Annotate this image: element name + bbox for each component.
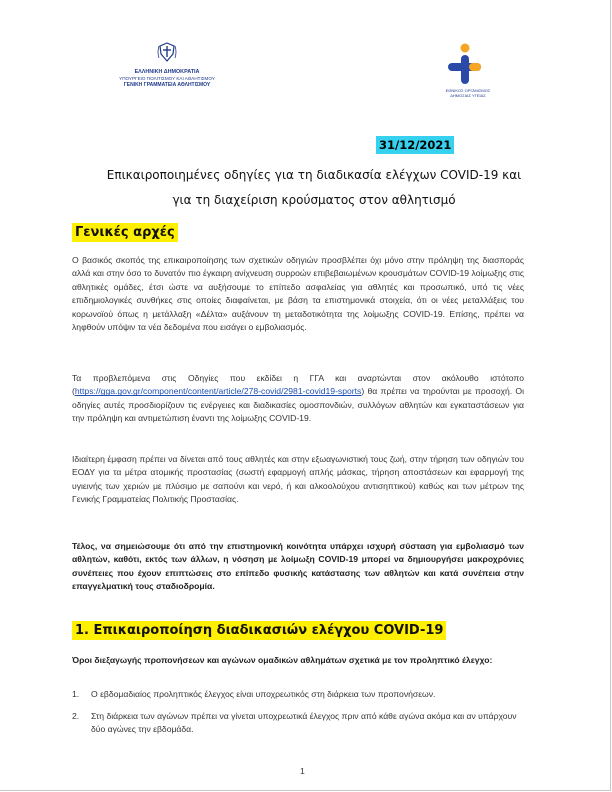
ministry-logo-line2: ΥΠΟΥΡΓΕΙΟ ΠΟΛΙΤΙΣΜΟΥ ΚΑΙ ΑΘΛΗΤΙΣΜΟΥ xyxy=(119,76,215,81)
paragraph-guidelines xyxy=(72,372,524,426)
list-item-number: 2. xyxy=(72,711,80,721)
list-item xyxy=(72,688,524,701)
paragraph-guidelines-text-after: ) θα πρέπει να τηρούνται με προσοχή. Οι οδηγίες αυτές προσδιορίζουν τις ενέργειες και διαδικασίες ομοσπονδιών, συλλόγων αθλητών και εγκαταστάσεων για την πρόληψη και αντιμετώπιση έναντι της λοίμωξης COVID-19. xyxy=(72,386,524,424)
ministry-logo-line1: ΕΛΛΗΝΙΚΗ ΔΗΜΟΚΡΑΤΙΑ xyxy=(134,69,200,75)
eody-logo-line1: ΕΘΝΙΚΟΣ ΟΡΓΑΝΙΣΜΟΣ xyxy=(445,88,491,93)
list-item-number: 1. xyxy=(72,689,80,699)
document-date: 31/12/2021 xyxy=(376,136,454,154)
heading-general-principles: Γενικές αρχές xyxy=(72,223,178,242)
list-item-text: Στη διάρκεια των αγώνων πρέπει να γίνεται υποχρεωτικά έλεγχος πριν από κάθε αγώνα ακόμα και αν υπάρχουν δύο αγώνες την εβδομάδα. xyxy=(91,711,517,735)
guidelines-link[interactable]: https://gga.gov.gr/component/content/article/278-covid/2981-covid19-sports xyxy=(74,386,362,397)
eody-logo-icon xyxy=(445,42,491,86)
ministry-logo-line3: ΓΕΝΙΚΗ ΓΡΑΜΜΑΤΕΙΑ ΑΘΛΗΤΙΣΜΟΥ xyxy=(123,82,211,88)
eody-logo-line2: ΔΗΜΟΣΙΑΣ ΥΓΕΙΑΣ xyxy=(450,93,486,98)
page-number: 1 xyxy=(300,766,305,776)
document-title xyxy=(70,163,558,213)
title-line-2: για τη διαχείριση κρούσματος στον αθλητισμό xyxy=(172,193,456,207)
greek-emblem-icon xyxy=(156,42,178,62)
paragraph-purpose: Ο βασικός σκοπός της επικαιροποίησης των σχετικών οδηγιών προσβλέπει όχι μόνο στην πρόληψη της διασποράς αλλά και στην όσο το δυνατόν πιο έγκαιρη ανίχνευση συρροών επιβεβαιωμένων κρουσμάτων COVID-19 λοίμωξης στις αθλητικές ομάδες, έτσι ώστε να αυξήσουμε το επίπεδο ασφαλείας για αθλητές και προσωπικό, υπό τις νέες επιδημιολογικές συνθήκες στις οποίες διαφαίνεται, με βάση τα επιστημονικά στοιχεία, ότι οι νέες μεταλλάξεις του κορωνοϊού όπως η μετάλλαξη «Δέλτα» αυξάνουν τη μεταδοτικότητα της λοίμωξης COVID-19. Επίσης, πρέπει να ληφθούν υπόψιν τα νέα δεδομένα που εισάγει ο εμβολιασμός. xyxy=(72,255,524,333)
paragraph-guidelines-text-before: Τα προβλεπόμενα στις Οδηγίες που εκδίδει η ΓΓΑ και αναρτώνται στον ακόλουθο ιστότοπο ( xyxy=(72,373,524,397)
title-line-1: Επικαιροποιημένες οδηγίες για τη διαδικασία ελέγχων COVID-19 και xyxy=(106,168,522,182)
eody-logo xyxy=(437,42,499,98)
paragraph-emphasis: Ιδιαίτερη έμφαση πρέπει να δίνεται από τους αθλητές και στην εξωαγωνιστική τους ζωή, στην τήρηση των οδηγιών του ΕΟΔΥ για τα μέτρα ατομικής προστασίας (σωστή εφαρμογή απλής μάσκας, τήρηση αποστάσεων και εφαρμογή της υγιεινής των χεριών με πλύσιμο με σαπούνι και νερό, ή και αλκοολούχου αντισηπτικού) καθώς και των μέτρων της Γενικής Γραμματείας Πολιτικής Προστασίας. xyxy=(72,454,524,505)
list-item-text: Ο εβδομαδιαίος προληπτικός έλεγχος είναι υποχρεωτικός στη διάρκεια των προπονήσεων. xyxy=(91,689,436,699)
ministry-logo xyxy=(112,42,222,89)
heading-section-1: 1. Επικαιροποίηση διαδικασιών ελέγχου COVID-19 xyxy=(72,621,446,640)
list-item xyxy=(72,710,524,737)
paragraph-vaccination: Τέλος, να σημειώσουμε ότι από την επιστημονική κοινότητα υπάρχει ισχυρή σύσταση για εμβολιασμό των αθλητών, καθότι, εκτός των άλλων, η νόσηση με λοίμωξη COVID-19 μπορεί να δημιουργήσει μακροχρόνιες συνέπειες που έχουν επιπτώσεις στο επίπεδο φυσικής κατάστασης των αθλητών και κατά συνέπεια στην επαγγελματική τους σταδιοδρομία. xyxy=(72,541,524,592)
subheading-conditions: Όροι διεξαγωγής προπονήσεων και αγώνων ομαδικών αθλημάτων σχετικά με τον προληπτικό έλεγχο: xyxy=(72,655,493,665)
